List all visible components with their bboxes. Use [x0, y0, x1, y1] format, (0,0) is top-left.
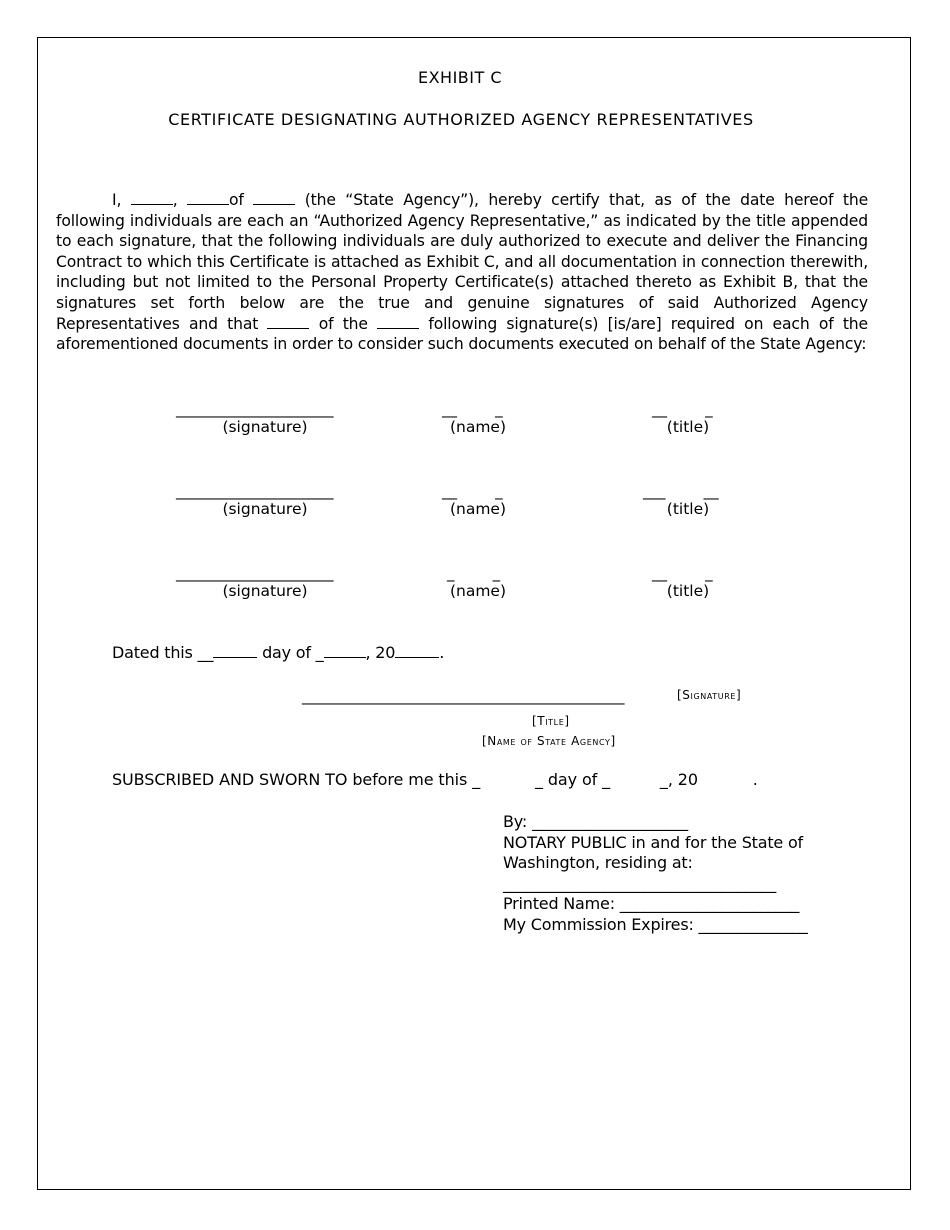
title-line: __ _ — [652, 564, 713, 582]
notary-public-line: NOTARY PUBLIC in and for the State of — [503, 832, 803, 852]
paragraph-main: (the “State Agency”), hereby certify that, as of the date hereof the following individuals are each an “Authorized Agency Representative,” as indicated by the title appended to each signature, that the following individuals are duly authorized to execute and deliver the Financing Contract to which this Certificate is attached as Exhibit C, and all documentation in connection therewith, including but not limited to the Personal Property Certificate(s) attached thereto as Exhibit B, that the signatures set forth below are the true and genuine signatures of said Authorized Agency Representatives and that — [56, 191, 869, 333]
blank-field — [253, 192, 295, 205]
agency-name-label: [Name of State Agency] — [482, 734, 616, 748]
dated-line — [112, 643, 444, 662]
title-caption: (title) — [666, 418, 710, 436]
signature-caption: (signature) — [222, 582, 308, 600]
blank-field — [324, 645, 366, 658]
notary-block — [503, 812, 808, 936]
notary-by-line: By: ____________________ — [503, 812, 688, 831]
blank-field — [377, 316, 419, 329]
notary-residence-line: ___________________________________ — [503, 873, 777, 893]
blank-field — [187, 192, 229, 205]
title-label: [Title] — [532, 714, 570, 728]
paragraph-end: following signature(s) [is/are] required on each of the aforementioned documents in order to consider such documents executed on behalf of the State Agency: — [56, 314, 868, 354]
signature-line: _____________________ — [176, 564, 334, 582]
name-caption: (name) — [449, 500, 507, 518]
certificate-title: CERTIFICATE DESIGNATING AUTHORIZED AGENCY REPRESENTATIVES — [168, 110, 754, 129]
blank-field — [213, 645, 257, 658]
paragraph-intro: I, — [112, 191, 122, 209]
name-line: _ _ — [447, 564, 501, 582]
blank-field — [131, 192, 173, 205]
dated-prefix: Dated this __ — [112, 643, 214, 662]
authorized-signature-line: ___________________________________________ — [302, 687, 625, 705]
paragraph-of-the: of the — [318, 314, 368, 333]
notary-printed-name: Printed Name: _______________________ — [503, 894, 800, 914]
subscribed-sworn-line: SUBSCRIBED AND SWORN TO before me this _ _ day of _ _, 20 . — [112, 770, 758, 789]
signature-caption: (signature) — [222, 418, 308, 436]
paragraph-comma: , — [172, 191, 178, 209]
signature-line: _____________________ — [176, 400, 334, 418]
paragraph-of: of — [229, 191, 244, 209]
dated-year: , 20 — [365, 643, 396, 662]
notary-state-line: Washington, residing at: — [503, 853, 693, 873]
title-caption: (title) — [666, 582, 710, 600]
dated-day-of: day of _ — [262, 643, 324, 662]
title-caption: (title) — [666, 500, 710, 518]
certification-paragraph — [56, 190, 868, 355]
dated-end: . — [439, 643, 445, 662]
name-caption: (name) — [449, 418, 507, 436]
name-line: __ _ — [442, 482, 503, 500]
blank-field — [267, 316, 309, 329]
signature-caption: (signature) — [222, 500, 308, 518]
title-line: ___ __ — [643, 482, 719, 500]
exhibit-heading: EXHIBIT C — [417, 68, 503, 87]
title-line: __ _ — [652, 400, 713, 418]
notary-commission-expires: My Commission Expires: ______________ — [503, 914, 808, 934]
signature-label: [Signature] — [677, 688, 742, 702]
blank-field — [395, 645, 439, 658]
name-line: __ _ — [442, 400, 503, 418]
name-caption: (name) — [449, 582, 507, 600]
signature-line: _____________________ — [176, 482, 334, 500]
